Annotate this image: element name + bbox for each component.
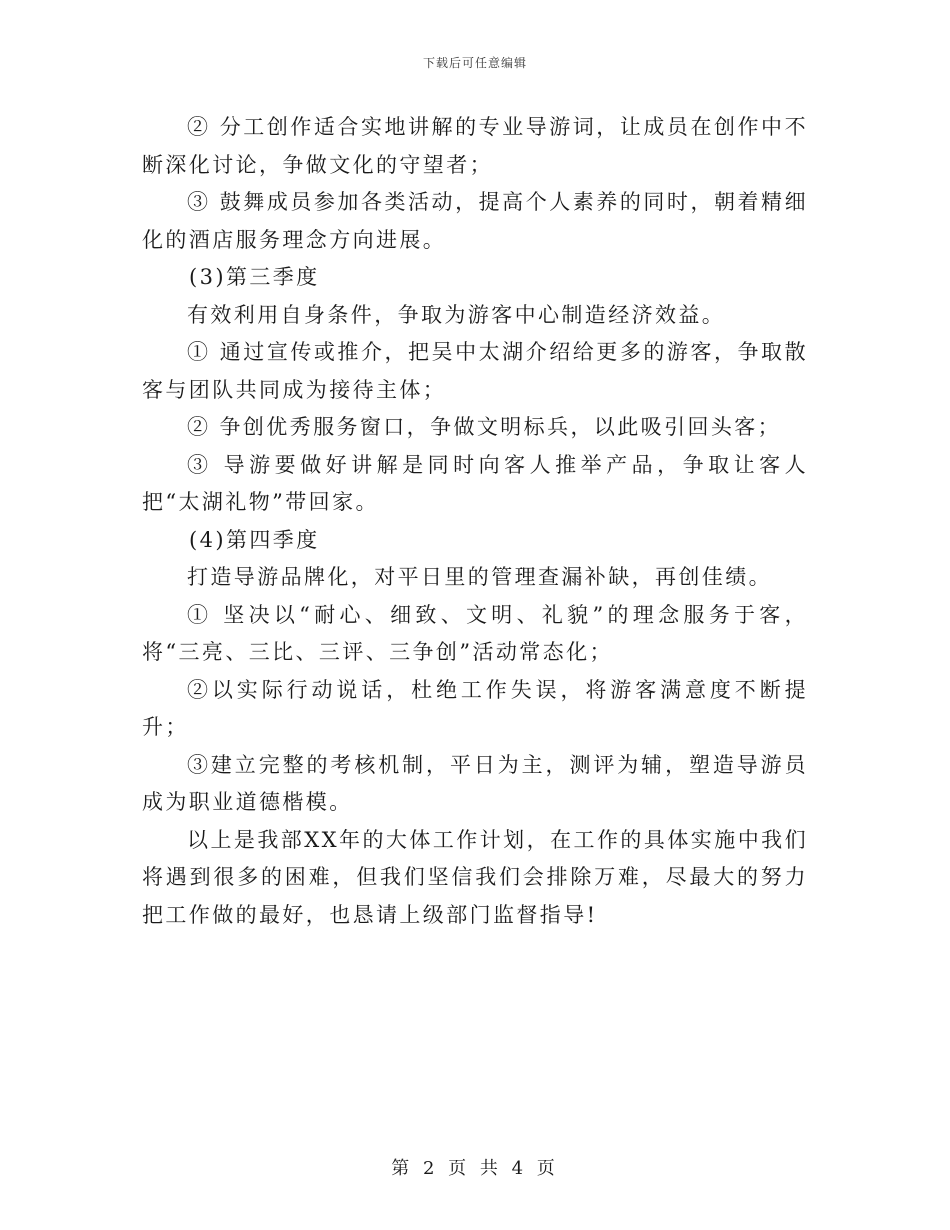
document-body [142,109,808,934]
page-header: 下载后可任意编辑 [422,56,527,70]
page-footer: 第 2 页 共 4 页 [391,1158,559,1179]
section-heading-q3: (3)第三季度 [189,265,320,289]
paragraph-q4-item-1: ① 坚决以“耐心、细致、文明、礼貌”的理念服务于客，将“三亮、三比、三评、三争创”活动常态化； [142,602,808,664]
paragraph-item-2-division-of-work: ② 分工创作适合实地讲解的专业导游词，让成员在创作中不断深化讨论，争做文化的守望者； [142,115,808,177]
paragraph-q3-item-1: ① 通过宣传或推介，把吴中太湖介绍给更多的游客，争取散客与团队共同成为接待主体； [142,340,808,402]
paragraph-conclusion: 以上是我部XX年的大体工作计划，在工作的具体实施中我们将遇到很多的困难，但我们坚信我们会排除万难，尽最大的努力把工作做的最好，也恳请上级部门监督指导! [142,827,808,927]
section-heading-q4: (4)第四季度 [189,527,320,552]
paragraph-q4-item-2: ②以实际行动说话，杜绝工作失误，将游客满意度不断提升； [142,677,808,739]
paragraph-q3-item-3: ③ 导游要做好讲解是同时向客人推举产品，争取让客人把“太湖礼物”带回家。 [142,452,808,514]
paragraph-q4-summary: 打造导游品牌化，对平日里的管理查漏补缺，再创佳绩。 [187,565,772,589]
paragraph-item-3-encourage-activities: ③ 鼓舞成员参加各类活动，提高个人素养的同时，朝着精细化的酒店服务理念方向进展。 [142,190,808,252]
paragraph-q4-item-3: ③建立完整的考核机制，平日为主，测评为辅，塑造导游员成为职业道德楷模。 [142,752,808,814]
paragraph-q3-summary: 有效利用自身条件，争取为游客中心制造经济效益。 [187,302,726,327]
paragraph-q3-item-2: ② 争创优秀服务窗口，争做文明标兵，以此吸引回头客； [187,415,782,439]
